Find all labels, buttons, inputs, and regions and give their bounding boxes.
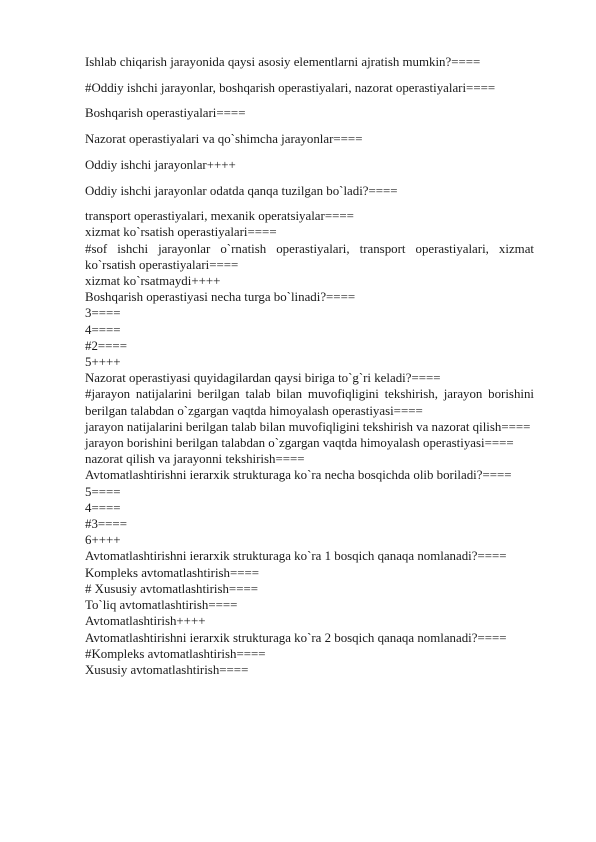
answer-option: #sof ishchi jarayonlar o`rnatish operastiyalari, transport operastiyalari, xizmat ko`rsatish operastiyalari==== — [85, 241, 534, 272]
answer-option: #3==== — [85, 517, 127, 532]
answer-option: 5==== — [85, 484, 121, 499]
answer-option: Kompleks avtomatlashtirish==== — [85, 565, 260, 580]
question-text: Nazorat operastiyasi quyidagilardan qaysi biriga to`g`ri keladi?==== — [85, 371, 441, 386]
answer-option: 4==== — [85, 500, 121, 515]
answer-option: Avtomatlashtirish++++ — [85, 614, 206, 629]
answer-option: 5++++ — [85, 355, 121, 370]
answer-option: 3==== — [85, 306, 121, 321]
answer-option: Xususiy avtomatlashtirish==== — [85, 662, 249, 677]
answer-option: Nazorat operastiyalari va qo`shimcha jarayonlar==== — [85, 132, 363, 147]
document-body — [85, 54, 534, 678]
answer-option: nazorat qilish va jarayonni tekshirish==== — [85, 452, 305, 467]
answer-option: 6++++ — [85, 533, 121, 548]
answer-option: xizmat ko`rsatish operastiyalari==== — [85, 225, 277, 240]
answer-option: # Xususiy avtomatlashtirish==== — [85, 581, 259, 596]
answer-option: transport operastiyalari, mexanik operatsiyalar==== — [85, 209, 354, 224]
answer-option: To`liq avtomatlashtirish==== — [85, 598, 238, 613]
question-text: Boshqarish operastiyasi necha turga bo`linadi?==== — [85, 290, 356, 305]
question-text: Avtomatlashtirishni ierarxik strukturaga ko`ra 2 bosqich qanaqa nomlanadi?==== — [85, 630, 507, 645]
question-text: Avtomatlashtirishni ierarxik strukturaga ko`ra necha bosqichda olib boriladi?==== — [85, 468, 512, 483]
answer-option: #jarayon natijalarini berilgan talab bilan muvofiqligini tekshirish, jarayon borishini berilgan talabdan o`zgargan vaqtda himoyalash operastiyasi==== — [85, 387, 534, 418]
answer-option: Oddiy ishchi jarayonlar++++ — [85, 157, 236, 172]
question-text: Oddiy ishchi jarayonlar odatda qanqa tuzilgan bo`ladi?==== — [85, 183, 398, 198]
answer-option: xizmat ko`rsatmaydi++++ — [85, 274, 221, 289]
answer-option: jarayon natijalarini berilgan talab bilan muvofiqligini tekshirish va nazorat qilish==== — [85, 419, 531, 434]
question-text: Ishlab chiqarish jarayonida qaysi asosiy elementlarni ajratish mumkin?==== — [85, 55, 481, 69]
answer-option: #2==== — [85, 338, 127, 353]
answer-option: jarayon borishini berilgan talabdan o`zgargan vaqtda himoyalash operastiyasi==== — [85, 436, 514, 451]
answer-option: #Oddiy ishchi jarayonlar, boshqarish operastiyalari, nazorat operastiyalari==== — [85, 80, 496, 95]
answer-option: 4==== — [85, 322, 121, 337]
answer-option: #Kompleks avtomatlashtirish==== — [85, 646, 266, 661]
answer-option: Boshqarish operastiyalari==== — [85, 106, 246, 121]
question-text: Avtomatlashtirishni ierarxik strukturaga ko`ra 1 bosqich qanaqa nomlanadi?==== — [85, 549, 507, 564]
